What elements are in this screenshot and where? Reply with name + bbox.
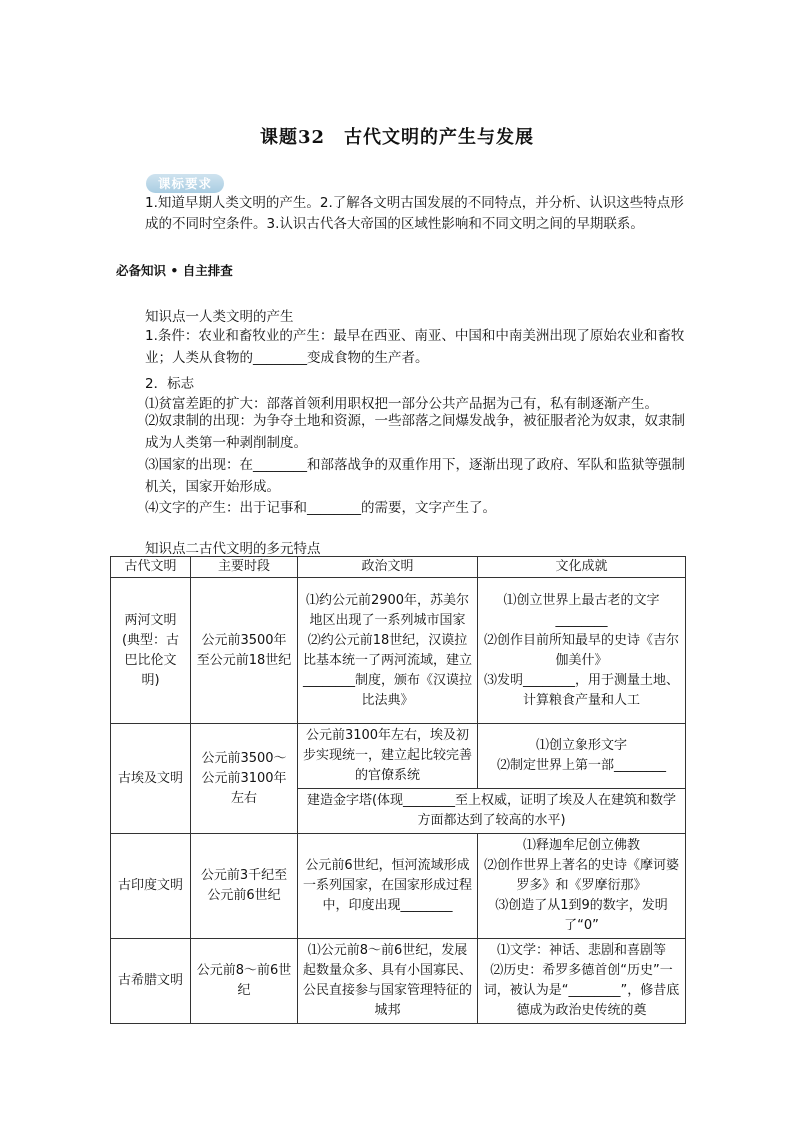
kp2-heading: 知识点二古代文明的多元特点 xyxy=(145,541,321,557)
table-row xyxy=(111,578,686,724)
requirements-text: 1.知道早期人类文明的产生。2.了解各文明古国发展的不同特点，并分析、认识这些特点形成的不同时空条件。3.认识古代各大帝国的区域性影响和不同文明之间的早期联系。 xyxy=(145,195,684,232)
greece-name: 古希腊文明 xyxy=(111,939,191,1024)
india-politics: 公元前6世纪，恒河流域形成一系列国家，在国家形成过程中，印度出现________ xyxy=(298,834,478,939)
header-civilization: 古代文明 xyxy=(111,557,191,578)
india-period: 公元前3千纪至公元前6世纪 xyxy=(191,834,298,939)
kp1-item1: 1.条件：农业和畜牧业的产生：最早在西亚、南亚、中国和中南美洲出现了原始农业和畜牧业；人类从食物的________变成食物的生产者。 xyxy=(145,328,685,366)
egypt-pyramid: 建造金字塔(体现________至上权威，证明了埃及人在建筑和数学方面都达到了较高的水平) xyxy=(298,789,686,834)
india-culture: ⑴释迦牟尼创立佛教 ⑵创作世界上著名的史诗《摩诃婆罗多》和《罗摩衍那》 ⑶创造了从1到9的数字，发明了“0” xyxy=(478,834,686,939)
mesopotamia-name: 两河文明 (典型：古巴比伦文明) xyxy=(111,578,191,724)
section-title: 必备知识 • 自主排查 xyxy=(116,263,233,278)
egypt-name: 古埃及文明 xyxy=(111,724,191,834)
table-row xyxy=(111,834,686,939)
greece-culture: ⑴文学：神话、悲剧和喜剧等 ⑵历史：希罗多德首创“历史”一词，被认为是“________”，修昔底德成为政治史传统的奠 xyxy=(478,939,686,1024)
greece-politics: ⑴公元前8～前6世纪，发展起数量众多、具有小国寡民、公民直接参与国家管理特征的城邦 xyxy=(298,939,478,1024)
header-politics: 政治文明 xyxy=(298,557,478,578)
page-title: 课题32 古代文明的产生与发展 xyxy=(259,127,535,148)
kp1-heading: 知识点一人类文明的产生 xyxy=(145,309,294,325)
egypt-period: 公元前3500～公元前3100年左右 xyxy=(191,724,298,834)
kp1-s2: ⑵奴隶制的出现：为争夺土地和资源，一些部落之间爆发战争，被征服者沦为奴隶，奴隶制成为人类第一种剥削制度。 xyxy=(145,413,685,451)
table-row xyxy=(111,724,686,789)
kp1-s3: ⑶国家的出现：在________和部落战争的双重作用下，逐渐出现了政府、军队和监狱等强制机关，国家开始形成。 xyxy=(145,457,685,495)
kp1-s4: ⑷文字的产生：出于记事和________的需要，文字产生了。 xyxy=(145,500,496,516)
header-period: 主要时段 xyxy=(191,557,298,578)
table-row xyxy=(111,939,686,1024)
header-culture: 文化成就 xyxy=(478,557,686,578)
civilization-table xyxy=(110,556,686,1024)
table-header-row xyxy=(111,557,686,578)
greece-period: 公元前8～前6世纪 xyxy=(191,939,298,1024)
india-name: 古印度文明 xyxy=(111,834,191,939)
kp1-item2: 2．标志 xyxy=(145,376,195,392)
mesopotamia-politics: ⑴约公元前2900年，苏美尔地区出现了一系列城市国家 ⑵约公元前18世纪，汉谟拉比基本统一了两河流域，建立________制度，颁布《汉谟拉比法典》 xyxy=(298,578,478,724)
mesopotamia-culture: ⑴创立世界上最古老的文字________ ⑵创作目前所知最早的史诗《吉尔伽美什》 ⑶发明________，用于测量土地、计算粮食产量和人工 xyxy=(478,578,686,724)
egypt-politics: 公元前3100年左右，埃及初步实现统一，建立起比较完善的官僚系统 xyxy=(298,724,478,789)
mesopotamia-period: 公元前3500年至公元前18世纪 xyxy=(191,578,298,724)
curriculum-badge: 课标要求 xyxy=(146,174,224,193)
kp1-s1: ⑴贫富差距的扩大：部落首领利用职权把一部分公共产品据为己有，私有制逐渐产生。 xyxy=(145,396,658,412)
egypt-culture: ⑴创立象形文字 ⑵制定世界上第一部________ xyxy=(478,724,686,789)
